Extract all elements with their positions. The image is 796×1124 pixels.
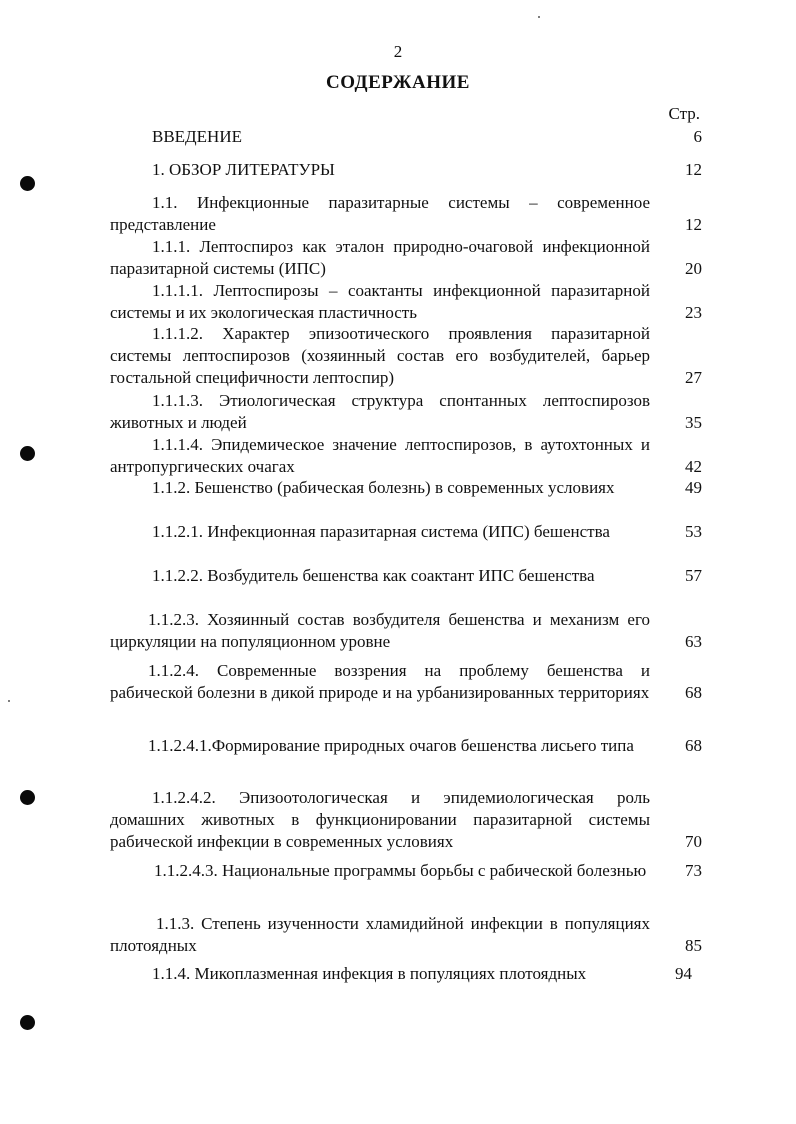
toc-entry[interactable] — [110, 192, 702, 236]
toc-entry-page: 68 — [685, 736, 702, 755]
toc-entry-text: ВВЕДЕНИЕ — [152, 127, 242, 146]
toc-entry-text: 1.1.2.1. Инфекционная паразитарная система (ИПС) бешенства — [152, 522, 610, 541]
toc-entry[interactable] — [110, 236, 702, 280]
toc-entry-text: 1.1. Инфекционные паразитарные системы – современное представление — [110, 193, 650, 234]
toc-entry[interactable] — [110, 323, 702, 389]
toc-entry-text: 1.1.1.2. Характер эпизоотического проявления паразитарной системы лептоспирозов (хозяинный состав его возбудителей, барьер гостальной специфичности лептоспир) — [110, 324, 650, 387]
toc-entry[interactable] — [110, 787, 702, 853]
toc-entry[interactable] — [110, 735, 702, 757]
toc-entry-text: 1.1.2.4. Современные воззрения на проблему бешенства и рабической болезни в дикой природе и на урбанизированных территориях — [110, 661, 650, 702]
toc-entry[interactable] — [110, 126, 702, 148]
toc-entry-page: 70 — [685, 832, 702, 851]
toc-entry-text: 1.1.2.2. Возбудитель бешенства как соактант ИПС бешенства — [152, 566, 595, 585]
toc-entry-page: 12 — [685, 160, 702, 179]
toc-entry[interactable] — [110, 434, 702, 478]
toc-entry[interactable] — [110, 521, 702, 543]
toc-entry-page: 53 — [685, 522, 702, 541]
toc-entry-page: 94 — [675, 964, 692, 983]
toc-entry-text: 1.1.2.3. Хозяинный состав возбудителя бешенства и механизм его циркуляции на популяционном уровне — [110, 610, 650, 651]
toc-entry-page: 35 — [685, 413, 702, 432]
punch-hole — [20, 790, 35, 805]
punch-hole — [20, 176, 35, 191]
toc-entry[interactable] — [110, 660, 702, 704]
toc-entry[interactable] — [110, 565, 702, 587]
toc-entry-text: 1.1.2.4.2. Эпизоотологическая и эпидемиологическая роль домашних животных в функционировании паразитарной системы рабической инфекции в современных условиях — [110, 788, 650, 851]
toc-entry-text: 1.1.4. Микоплазменная инфекция в популяциях плотоядных — [152, 964, 587, 983]
page-number: 2 — [393, 42, 403, 61]
toc-entry-page: 20 — [685, 259, 702, 278]
toc-entry-text: 1.1.2.4.1.Формирование природных очагов бешенства лисьего типа — [148, 736, 634, 755]
toc-entry-page: 85 — [685, 936, 702, 955]
toc-entry-page: 6 — [693, 127, 702, 146]
toc-entry[interactable] — [110, 477, 702, 499]
punch-hole — [20, 446, 35, 461]
toc-entry[interactable] — [110, 159, 702, 181]
toc-entry-page: 49 — [685, 478, 702, 497]
toc-entry-text: 1.1.1.4. Эпидемическое значение лептоспирозов, в аутохтонных и антропургических очагах — [110, 435, 650, 476]
toc-entry-page: 57 — [685, 566, 702, 585]
scan-speck — [8, 700, 10, 702]
toc-entry-page: 12 — [685, 215, 702, 234]
toc-entry[interactable] — [110, 280, 702, 324]
scan-speck — [538, 16, 540, 18]
toc-entry-text: 1.1.2.4.3. Национальные программы борьбы с рабической болезнью — [154, 861, 647, 880]
toc-entry-page: 68 — [685, 683, 702, 702]
toc-entry-page: 27 — [685, 368, 702, 387]
toc-entry-text: 1.1.3. Степень изученности хламидийной инфекции в популяциях плотоядных — [110, 914, 650, 955]
toc-entry-text: 1.1.1. Лептоспироз как эталон природно-очаговой инфекционной паразитарной системы (ИПС) — [110, 237, 650, 278]
toc-entry-page: 73 — [685, 861, 702, 880]
toc-entry[interactable] — [110, 609, 702, 653]
toc-entry[interactable] — [110, 390, 702, 434]
punch-hole — [20, 1015, 35, 1030]
page-column-label: Стр. — [668, 104, 700, 123]
toc-entry-page: 63 — [685, 632, 702, 651]
toc-entry-page: 23 — [685, 303, 702, 322]
toc-entry[interactable] — [110, 913, 702, 957]
toc-entry-text: 1.1.2. Бешенство (рабическая болезнь) в современных условиях — [152, 478, 615, 497]
toc-entry-text: 1.1.1.1. Лептоспирозы – соактанты инфекционной паразитарной системы и их экологическая пластичность — [110, 281, 650, 322]
toc-entry-text: 1.1.1.3. Этиологическая структура спонтанных лептоспирозов животных и людей — [110, 391, 650, 432]
page-title: СОДЕРЖАНИЕ — [326, 72, 470, 93]
toc-entry-text: 1. ОБЗОР ЛИТЕРАТУРЫ — [152, 160, 335, 179]
toc-entry[interactable] — [110, 860, 702, 882]
toc-entry[interactable] — [110, 963, 692, 985]
toc-entry-page: 42 — [685, 457, 702, 476]
